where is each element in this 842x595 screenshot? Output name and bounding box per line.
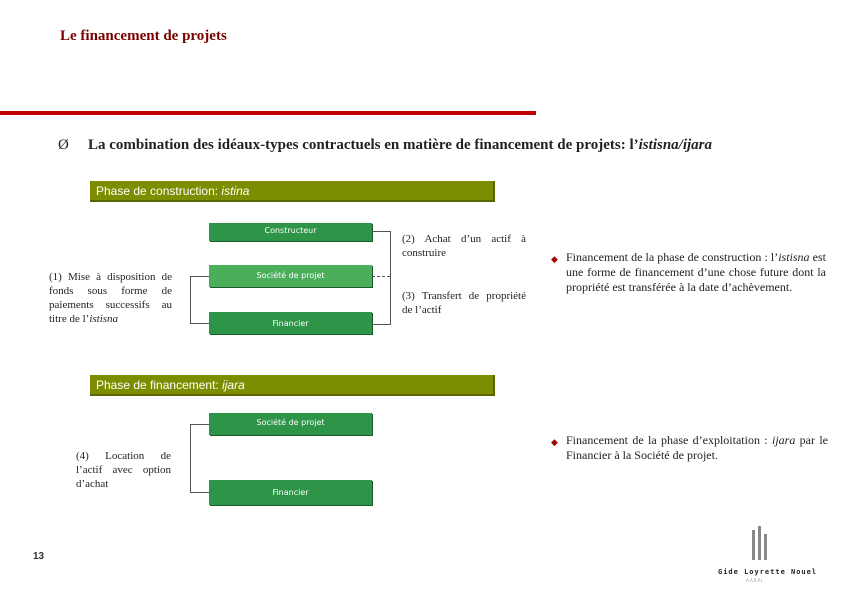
logo-subtext: A.A.R.P.I. xyxy=(746,578,764,583)
phase1-bar-italic: istina xyxy=(221,184,250,198)
page-title: Le financement de projets xyxy=(60,28,227,44)
main-bullet-italic: istisna/ijara xyxy=(638,137,712,153)
note-4: (4) Location de l’actif avec option d’achat xyxy=(76,450,171,490)
note-1-prefix: (1) Mise à disposition de fonds sous forme de paiements successifs au titre de l’ xyxy=(49,271,172,325)
connector-right-top xyxy=(372,231,391,232)
page-number: 13 xyxy=(33,551,45,562)
logo-text: Gide Loyrette Nouel xyxy=(718,568,818,576)
connector-right-bottom xyxy=(372,324,391,325)
societe-projet-label-1: Société de projet xyxy=(256,271,325,280)
connector2-bottom xyxy=(190,492,209,493)
note-1 xyxy=(49,270,172,326)
diamond-bullet-icon-2: ◆ xyxy=(551,437,558,447)
main-bullet xyxy=(58,136,798,155)
connector-right-vertical xyxy=(390,231,391,325)
note-3: (3) Transfert de propriété de l’actif xyxy=(402,290,526,316)
phase-construction-bar xyxy=(90,181,495,202)
financier-box-2 xyxy=(209,480,372,505)
side-bullet-1: Financement de la phase de construction : l’istisna est une forme de financement d’une chose future dont la propriété est transférée à la date d’achèvement. xyxy=(566,250,826,294)
arrow-bullet-icon: Ø xyxy=(58,137,69,153)
note-1-italic: istisna xyxy=(89,313,119,325)
phase-financement-bar xyxy=(90,375,495,396)
societe-projet-box-1 xyxy=(209,265,372,287)
side-bullet-1-rest: est une forme de financement d’une chose future dont la propriété est transférée à la date d’achèvement. xyxy=(566,250,826,294)
side-bullet-2-italic: ijara xyxy=(771,433,796,447)
constructeur-label: Constructeur xyxy=(264,226,317,235)
title-rule xyxy=(0,111,536,115)
main-bullet-text xyxy=(58,136,798,155)
side-bullet-2 xyxy=(566,433,828,463)
phase2-bar-italic: ijara xyxy=(222,378,245,392)
logo-mark-icon xyxy=(718,524,800,564)
connector2-vertical xyxy=(190,424,191,492)
financier-label-1: Financier xyxy=(272,319,309,328)
connector-left-bottom xyxy=(190,323,209,324)
phase2-bar-prefix: Phase de financement: xyxy=(96,378,223,392)
financier-box-1 xyxy=(209,312,372,334)
connector-left-top xyxy=(190,276,209,277)
societe-projet-box-2 xyxy=(209,413,372,435)
societe-projet-label-2: Société de projet xyxy=(256,418,325,427)
side-bullet-2-rest: par le Financier à la Société de projet. xyxy=(566,433,828,462)
side-bullet-1-lead: Financement de la phase de construction : xyxy=(566,250,768,264)
diamond-bullet-icon: ◆ xyxy=(551,254,558,264)
constructeur-box xyxy=(209,223,372,241)
phase1-bar-prefix: Phase de construction: xyxy=(96,184,222,198)
side-bullet-2-lead: Financement de la phase d’exploitation : xyxy=(566,433,772,447)
financier-label-2: Financier xyxy=(272,488,309,497)
company-logo xyxy=(718,524,818,586)
side-bullet-1-italic: istisna xyxy=(778,250,810,264)
connector-right-middle xyxy=(372,276,391,277)
connector2-top xyxy=(190,424,209,425)
main-bullet-prefix: La combination des idéaux-types contractuels en matière de financement de projets: l’ xyxy=(88,137,639,153)
note-2: (2) Achat d’un actif à construire xyxy=(402,233,526,259)
connector-left-vertical xyxy=(190,276,191,323)
